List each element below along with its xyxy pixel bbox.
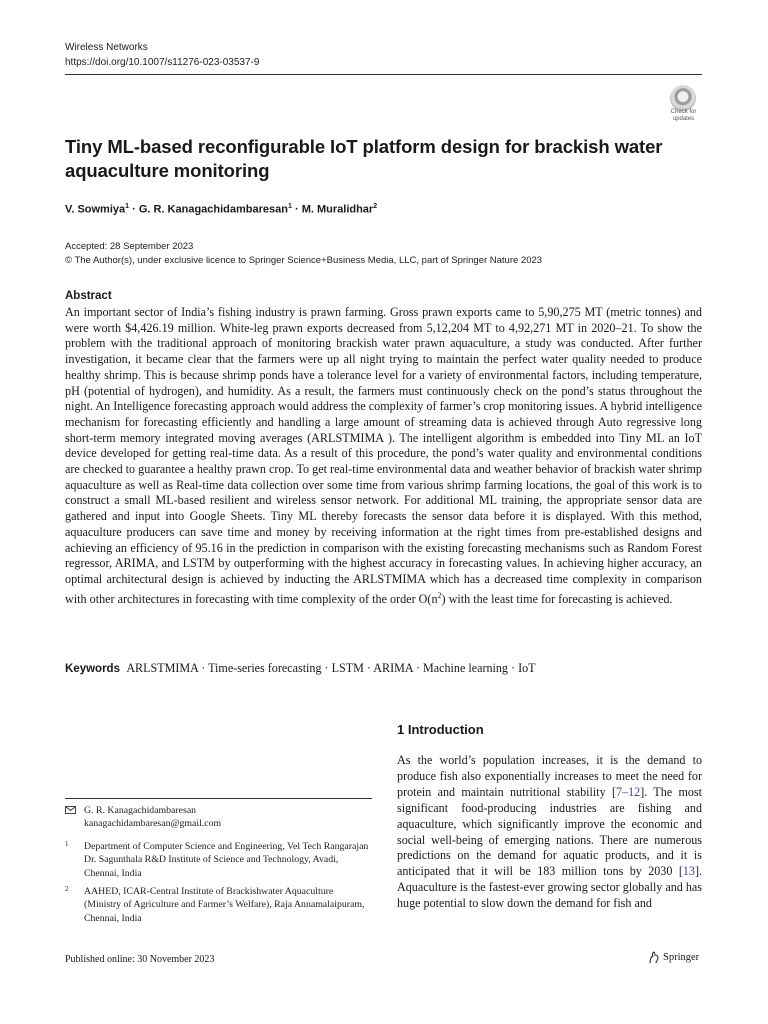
affiliation-2 [65,885,370,925]
intro-text: ]. Aquaculture is the fastest-ever growing sector globally and has huge potential to slow down the demand for fish and [397,864,702,911]
keyword: LSTM [331,661,364,675]
publisher-name: Springer [663,952,700,963]
publisher-logo [648,951,699,964]
doi-link[interactable]: https://doi.org/10.1007/s11276-023-03537-9 [65,57,260,68]
abstract-text-end: ) with the least time for forecasting is achieved. [441,591,673,606]
keyword: Time-series forecasting [208,661,322,675]
introduction-paragraph [397,753,702,912]
keyword-separator: · [507,661,519,675]
affiliation-text: Department of Computer Science and Engineering, Vel Tech Rangarajan Dr. Sagunthala R&D Institute of Science and Technology, Avadi, Chennai, India [84,841,369,879]
corresponding-author-note [65,804,370,831]
affiliation-mark: 2 [65,885,69,893]
affiliation-mark: 1 [65,840,69,848]
keyword: Machine learning [423,661,508,675]
author-name[interactable]: G. R. Kanagachidambaresan [138,203,288,216]
abstract-superscript: 2 [437,590,442,600]
affiliation-1 [65,840,370,880]
corresponding-author-email[interactable]: kanagachidambaresan@gmail.com [84,818,222,830]
section-heading-introduction: 1 Introduction [397,722,484,737]
badge-line1: Check for [670,109,697,115]
author-separator: · [294,203,299,216]
article-meta [65,240,542,268]
keyword-separator: · [321,661,332,675]
author-affiliation-mark: 2 [373,203,378,210]
keyword: ARLSTMIMA [126,661,199,675]
keyword-separator: · [198,661,209,675]
author-affiliation-mark: 1 [125,203,130,210]
check-for-updates-icon [670,85,696,111]
corresponding-author-name: G. R. Kanagachidambaresan [84,805,197,816]
keyword-separator: · [412,661,424,675]
springer-horse-icon [648,951,660,964]
abstract-text: An important sector of India’s fishing industry is prawn farming. Gross prawn exports came to 5,90,275 MT (metric tonnes) and were worth $4,426.19 million. White-leg prawn exports decreased from 5,12,204 MT to 4,92,271 MT in 2020–21. To show the problem with the traditional approach of monitoring brackish water prawn aquaculture, a study was conducted. After further investigation, it became clear that the farmers were up all night trying to maintain the perfect water quality needed to produce healthy shrimp. This is because shrimp ponds have a tolerance level for a variety of environmental factors, including temperature, pH (potential of hydrogen), and humidity. As a result, the farmers must continuously check on the pond’s status throughout the night. An Intelligence forecasting approach would address the complexity of farmer’s crop monitoring issues. A hybrid intelligence mechanism for forecasting efficiently and handling a large amount of streaming data is achieved through Auto regressive long short-term memory integrated moving averages (ARLSTMIMA ). The intelligent algorithm is embedded into Tiny ML an IoT device developed for getting real-time data. As a result of this procedure, the pond’s water quality and environmental conditions are checked to guarantee a healthy prawn crop. To get real-time environmental data and weather behavior of brackish water shrimp aquaculture as well as Real-time data collection over some time from various shrimp farming locations, the goal of this work is to construct a small ML-based resilient and wireless sensor network. For additional ML training, the appropriate sensor data are gathered and input into Google Sheets. Tiny ML thereby forecasts the sensor data before it is displayed. With this method, aquaculture producers can save time and money by receiving information at the right times from pre-established designs and achieving an efficiency of 95.16 in the prediction in comparison with the existing forecasting mechanisms such as Random Forest regressor, ARIMA, and LSTM by outperforming with the highest accuracy in forecasting values. In achieving higher accuracy, an optimal architectural design is achieved by inducting the ARLSTMIMA which has a decreased time complexity in comparison with other architectures in forecasting with time complexity of the order O(n [65,305,702,606]
published-online: Published online: 30 November 2023 [65,954,215,965]
author-name[interactable]: V. Sowmiya [65,203,126,216]
author-separator: · [132,203,136,216]
paper-title: Tiny ML-based reconfigurable IoT platform design for brackish water aquaculture monitoring [65,136,663,181]
intro-text: As the world’s population increases, it is the demand to produce fish also exponentially increases to meet the need for protein and maintain nutritional stability [ [397,753,702,799]
keywords-line [65,661,536,676]
keyword-separator: · [363,661,374,675]
author-name[interactable]: M. Muralidhar [301,203,374,216]
keyword: ARIMA [373,661,413,675]
keywords-label: Keywords [65,663,120,675]
badge-line2: updates [672,115,695,122]
abstract-body [65,305,702,607]
header-rule [65,74,702,75]
envelope-icon [65,806,76,814]
running-header [65,40,259,70]
author-list [65,203,377,216]
abstract-heading: Abstract [65,290,112,302]
citation-link[interactable]: 13 [682,864,695,879]
affiliation-text: AAHED, ICAR-Central Institute of Brackishwater Aquaculture (Ministry of Agriculture and Farmer’s Welfare), Raja Annamalaipuram, Chennai, India [84,886,365,924]
author-affiliation-mark: 1 [288,203,292,210]
footnote-rule [65,798,372,799]
citation-link[interactable]: 7–12 [616,784,641,799]
copyright-line: © The Author(s), under exclusive licence to Springer Science+Business Media, LLC, part of Springer Nature 2023 [65,255,543,266]
accepted-date: Accepted: 28 September 2023 [65,241,194,252]
check-for-updates-badge[interactable] [665,85,702,123]
keyword: IoT [518,661,536,675]
intro-text: ]. The most significant food-producing industries are fishing and aquaculture, which significantly improve the economic and social well-being of emerging nations. There are numerous predictions on the demand for aquatic products, and it is anticipated that it will be 183 million tons by 2030 [ [397,784,702,879]
journal-name: Wireless Networks [65,42,148,53]
